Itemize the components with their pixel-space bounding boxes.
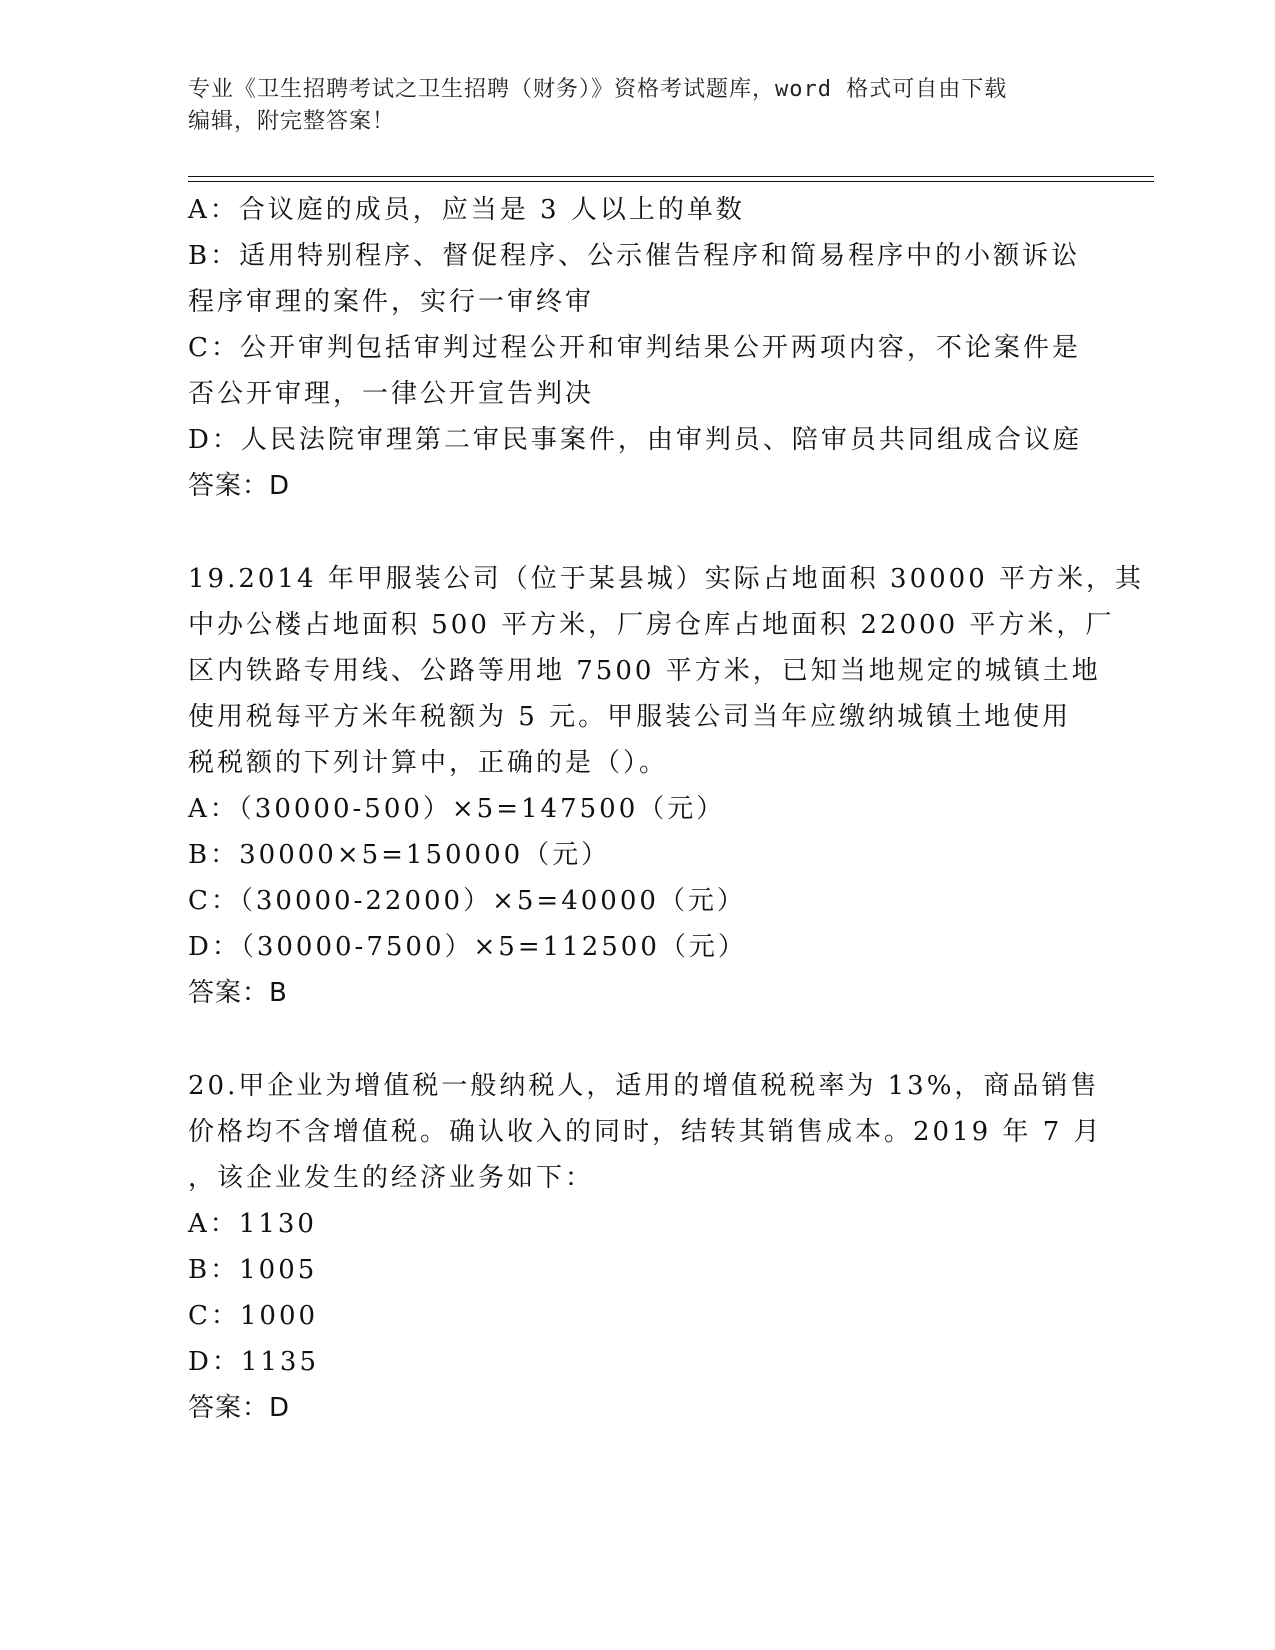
q19-option-a: A：（30000-500）×5=147500（元） [188, 794, 726, 824]
q18-option-b-line2: 程序审理的案件，实行一审终审 [188, 287, 595, 317]
q20-option-d: D：1135 [188, 1347, 320, 1377]
q19-option-d: D：（30000-7500）×5=112500（元） [188, 932, 747, 962]
q20-stem-line3: ，该企业发生的经济业务如下： [188, 1163, 595, 1193]
document-header [188, 74, 1088, 138]
q19-stem-line2: 中办公楼占地面积 500 平方米，厂房仓库占地面积 22000 平方米，厂 [188, 610, 1115, 640]
q20-answer: 答案：D [188, 1393, 291, 1423]
q20-option-b: B：1005 [188, 1255, 318, 1285]
header-line-1: 专业《卫生招聘考试之卫生招聘（财务）》资格考试题库，word 格式可自由下载 [188, 77, 1008, 102]
q19-stem-line3: 区内铁路专用线、公路等用地 7500 平方米，已知当地规定的城镇土地 [188, 656, 1101, 686]
q18-option-c-line2: 否公开审理，一律公开宣告判决 [188, 379, 595, 409]
q18-option-b-line1: B：适用特别程序、督促程序、公示催告程序和简易程序中的小额诉讼 [188, 241, 1081, 271]
header-rule-top [188, 176, 1154, 177]
q19-stem-line5: 税税额的下列计算中，正确的是（）。 [188, 748, 669, 778]
q18-option-c-line1: C：公开审判包括审判过程公开和审判结果公开两项内容，不论案件是 [188, 333, 1081, 363]
q18-option-d: D：人民法院审理第二审民事案件，由审判员、陪审员共同组成合议庭 [188, 425, 1082, 455]
q19-option-c: C：（30000-22000）×5=40000（元） [188, 886, 746, 916]
q20-stem-line2: 价格均不含增值税。确认收入的同时，结转其销售成本。2019 年 7 月 [188, 1117, 1103, 1147]
q20-option-c: C：1000 [188, 1301, 319, 1331]
q19-option-b: B：30000×5=150000（元） [188, 840, 611, 870]
q19-stem-line4: 使用税每平方米年税额为 5 元。甲服装公司当年应缴纳城镇土地使用 [188, 702, 1072, 732]
q19-stem-line1: 19.2014 年甲服装公司（位于某县城）实际占地面积 30000 平方米，其 [188, 564, 1145, 594]
q18-answer: 答案：D [188, 471, 291, 501]
q20-stem-line1: 20.甲企业为增值税一般纳税人，适用的增值税税率为 13%，商品销售 [188, 1071, 1100, 1101]
q20-option-a: A：1130 [188, 1209, 317, 1239]
q19-answer: 答案：B [188, 978, 288, 1008]
question-content [188, 187, 1145, 1431]
header-rule-bottom [188, 181, 1154, 182]
q18-option-a: A：合议庭的成员，应当是 3 人以上的单数 [188, 195, 745, 225]
header-line-2: 编辑，附完整答案！ [188, 109, 396, 134]
